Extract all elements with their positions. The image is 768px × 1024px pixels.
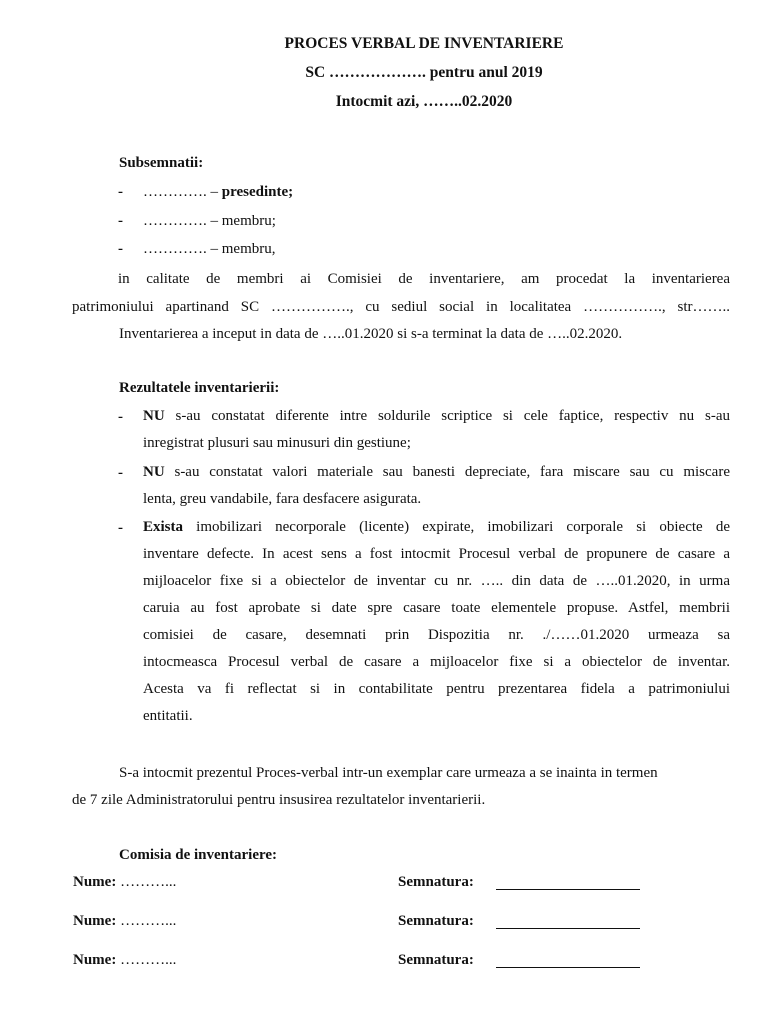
- result-lead: NU: [143, 408, 165, 424]
- signature-row: [0, 952, 768, 974]
- name-value: ………...: [116, 913, 177, 929]
- member-dots: …………. –: [143, 184, 222, 200]
- name-label: Nume:: [73, 952, 117, 968]
- result-text: s-au constatat diferente intre soldurile scriptice si cele faptice, respectiv nu s-au: [164, 408, 730, 424]
- result-text: entitatii.: [143, 708, 193, 724]
- intro-line-3: Inventarierea a inceput in data de …..01.2020 si s-a terminat la data de …..02.2020.: [119, 326, 623, 342]
- closing-line-2: de 7 zile Administratorului pentru insusirea rezultatelor inventarierii.: [72, 792, 486, 808]
- list-dash: -: [118, 241, 123, 257]
- signature-label: Semnatura:: [398, 913, 474, 929]
- intro-line-1: in calitate de membri ai Comisiei de inventariere, am procedat la inventarierea: [118, 271, 730, 287]
- list-dash: -: [118, 520, 123, 536]
- date-line: Intocmit azi, ……..02.2020: [335, 93, 513, 110]
- signature-line: [496, 967, 640, 968]
- result-text: inregistrat plusuri sau minusuri din gestiune;: [143, 435, 411, 451]
- result-text: mijloacelor fixe si a obiectelor de inventar cu nr. ….. din data de …..01.2020, in urma: [143, 573, 730, 589]
- result-text: imobilizari necorporale (licente) expirate, imobilizari corporale si obiecte de: [183, 519, 730, 535]
- result-text: Acesta va fi reflectat si in contabilitate pentru prezentarea fidela a patrimoniului: [143, 681, 730, 697]
- list-dash: -: [118, 409, 123, 425]
- member-dots: ………….: [143, 213, 211, 229]
- signature-row: [0, 913, 768, 935]
- result-text: caruia au fost aprobate si date spre casare toate elementele propuse. Astfel, membrii: [143, 600, 730, 616]
- result-text: s-au constatat valori materiale sau banesti depreciate, fara miscare sau cu miscare: [164, 464, 730, 480]
- name-label: Nume:: [73, 913, 117, 929]
- document-title: PROCES VERBAL DE INVENTARIERE: [284, 35, 564, 52]
- result-lead: Exista: [143, 519, 184, 535]
- list-dash: -: [118, 184, 123, 200]
- result-text: comisiei de casare, desemnati prin Dispozitia nr. ./……01.2020 urmeaza sa: [143, 627, 730, 643]
- commission-heading: Comisia de inventariere:: [119, 847, 278, 863]
- signature-row: [0, 874, 768, 896]
- signature-line: [496, 928, 640, 929]
- intro-line-2: patrimoniului apartinand SC ……………., cu sediul social in localitatea ……………., str……..: [72, 299, 730, 315]
- results-heading: Rezultatele inventarierii:: [119, 380, 280, 396]
- member-role: – membru,: [210, 241, 276, 257]
- result-lead: NU: [143, 464, 165, 480]
- closing-line-1: S-a intocmit prezentul Proces-verbal intr-un exemplar care urmeaza a se inainta in termen: [119, 765, 658, 781]
- list-dash: -: [118, 213, 123, 229]
- name-value: ………...: [116, 952, 177, 968]
- company-line: SC ………………. pentru anul 2019: [305, 64, 543, 81]
- result-text: lenta, greu vandabile, fara desfacere asigurata.: [143, 491, 422, 507]
- name-value: ………...: [116, 874, 177, 890]
- result-text: inventare defecte. In acest sens a fost intocmit Procesul verbal de propunere de casare a: [143, 546, 730, 562]
- list-dash: -: [118, 465, 123, 481]
- signature-line: [496, 889, 640, 890]
- signature-label: Semnatura:: [398, 952, 474, 968]
- member-role: – membru;: [210, 213, 276, 229]
- member-role: presedinte;: [221, 184, 294, 200]
- signature-label: Semnatura:: [398, 874, 474, 890]
- member-dots: ………….: [143, 241, 211, 257]
- name-label: Nume:: [73, 874, 117, 890]
- members-heading: Subsemnatii:: [119, 155, 204, 171]
- result-text: intocmeasca Procesul verbal de casare a mijloacelor fixe si a obiectelor de inventar.: [143, 654, 730, 670]
